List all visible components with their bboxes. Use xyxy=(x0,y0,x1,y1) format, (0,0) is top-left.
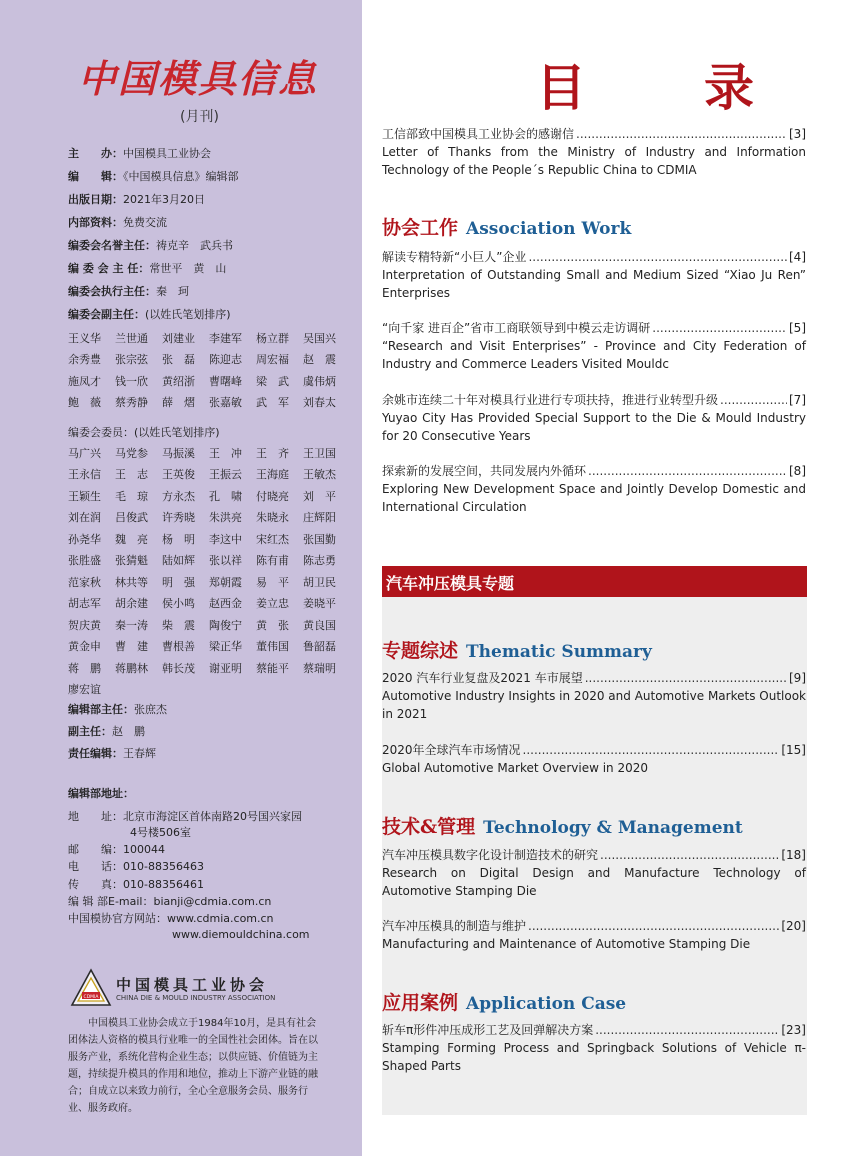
address-value: bianji@cdmia.com.cn xyxy=(153,895,272,908)
person-name: 蔡瑞明 xyxy=(303,661,336,675)
info-line xyxy=(68,723,145,739)
person-name: 马广兴 xyxy=(68,446,101,460)
toc-entry-en: Manufacturing and Maintenance of Automotive Stamping Die xyxy=(382,937,751,951)
toc-page-number: [5] xyxy=(789,321,806,335)
person-name: 孔 啸 xyxy=(209,489,242,503)
person-name: 梁 武 xyxy=(256,374,289,388)
leader-dots xyxy=(528,917,779,935)
leader-dots xyxy=(585,669,787,687)
person-name: 黄良国 xyxy=(303,618,336,632)
address-line xyxy=(68,808,302,824)
name-row xyxy=(68,370,350,392)
name-row xyxy=(68,679,350,701)
person-name: 侯小鸣 xyxy=(162,597,195,611)
info-value: 常世平 黄 山 xyxy=(149,262,227,275)
person-name: 董伟国 xyxy=(256,640,289,654)
person-name: 王 齐 xyxy=(256,446,289,460)
info-line xyxy=(68,283,189,299)
section-heading-application xyxy=(382,988,626,1015)
person-name: 柴 震 xyxy=(162,618,195,632)
leader-dots xyxy=(576,125,787,143)
toc-entry-en: Research on Digital Design and Manufacture Technology of Automotive Stamping Die xyxy=(382,866,806,898)
name-row xyxy=(68,571,350,593)
person-name: 韩长茂 xyxy=(162,661,195,675)
toc-page-number: [7] xyxy=(789,393,806,407)
toc-title: 目 录 xyxy=(536,58,788,117)
address-value: 100044 xyxy=(123,843,165,856)
address-line xyxy=(68,893,271,909)
info-line xyxy=(68,306,231,322)
toc-entry[interactable] xyxy=(382,125,806,179)
person-name: 鲍 薇 xyxy=(68,396,101,410)
name-row xyxy=(68,636,350,658)
toc-page-number: [4] xyxy=(789,250,806,264)
toc-entry-cn: 汽车冲压模具数字化设计制造技术的研究 xyxy=(382,848,599,862)
person-name: 胡志军 xyxy=(68,597,101,611)
info-label: 责任编辑： xyxy=(68,747,123,760)
address-value: 010-88356463 xyxy=(123,860,204,873)
address-value: 北京市海淀区首体南路20号国兴家园 xyxy=(123,810,302,823)
person-name: 廖宏谊 xyxy=(68,683,101,697)
toc-entry[interactable] xyxy=(382,319,806,373)
info-line xyxy=(68,260,226,276)
name-row xyxy=(68,464,350,486)
toc-entry[interactable] xyxy=(382,669,806,723)
section-title-cn: 应用案例 xyxy=(382,992,459,1014)
person-name: 虞伟炳 xyxy=(303,374,336,388)
masthead-subtitle: (月刊) xyxy=(180,109,219,125)
person-name: 谢亚明 xyxy=(209,661,242,675)
address-line xyxy=(68,876,204,892)
person-name: 曹曙峰 xyxy=(209,374,242,388)
person-name: 王 冲 xyxy=(209,446,242,460)
person-name: 李这中 xyxy=(209,532,242,546)
person-name: 曹根善 xyxy=(162,640,195,654)
toc-entry-en: Global Automotive Market Overview in 2020 xyxy=(382,761,648,775)
section-title-en: Association Work xyxy=(466,219,632,239)
person-name: 陈迎志 xyxy=(209,353,242,367)
name-row xyxy=(68,550,350,572)
person-name: 周宏福 xyxy=(256,353,289,367)
section-heading-association xyxy=(382,213,631,240)
person-name: 王海庭 xyxy=(256,468,289,482)
section-title-cn: 专题综述 xyxy=(382,640,459,662)
toc-entry[interactable] xyxy=(382,1021,806,1075)
association-description: 中国模具工业协会成立于1984年10月，是具有社会团体法人资格的模具行业唯一的全国性社会团体。旨在以服务产业，系统化营构企业生态；以供应链、价值链为主题，持续提升模具的作用和地位，推动上下游产业链的融合；自成立以来致力前行，全心全意服务会员、服务行业、服务政府。 xyxy=(68,1018,318,1114)
person-name: 蔡能平 xyxy=(256,661,289,675)
name-row xyxy=(68,349,350,371)
leader-dots xyxy=(600,846,779,864)
masthead-logo: 中国模具信息 xyxy=(78,56,319,101)
address-label: 传 真： xyxy=(68,878,123,891)
toc-entry[interactable] xyxy=(382,462,806,516)
person-name: 陈有甫 xyxy=(256,554,289,568)
name-row xyxy=(68,528,350,550)
toc-entry-cn: 解读专精特新“小巨人”企业 xyxy=(382,250,527,264)
logo-text: CDMIA xyxy=(83,995,99,1000)
toc-entry[interactable] xyxy=(382,917,806,953)
toc-entry-cn: 探索新的发展空间，共同发展内外循环 xyxy=(382,464,587,478)
section-heading-technology xyxy=(382,812,743,839)
person-name: 孙尧华 xyxy=(68,532,101,546)
person-name: 梁正华 xyxy=(209,640,242,654)
info-value: 张庶杰 xyxy=(134,703,167,716)
person-name: 姜晓平 xyxy=(303,597,336,611)
person-name: 张胜盛 xyxy=(68,554,101,568)
toc-page-number: [8] xyxy=(789,464,806,478)
toc-entry-cn: 斩车π形件冲压成形工艺及回弹解决方案 xyxy=(382,1023,594,1037)
info-line xyxy=(68,701,167,717)
leader-dots xyxy=(595,1021,779,1039)
address-line xyxy=(68,841,165,857)
person-name: 许秀晓 xyxy=(162,511,195,525)
association-name-en: CHINA DIE & MOULD INDUSTRY ASSOCIATION xyxy=(116,994,276,1002)
section-title-en: Application Case xyxy=(466,994,627,1014)
person-name: 马振溪 xyxy=(162,446,195,460)
toc-entry-en: Yuyao City Has Provided Special Support to the Die & Mould Industry for 20 Consecutive Years xyxy=(382,411,806,443)
person-name: 范家秋 xyxy=(68,575,101,589)
address-label: 中国模协官方网站： xyxy=(68,912,167,925)
person-name: 刘春太 xyxy=(303,396,336,410)
info-line xyxy=(68,745,156,761)
address-label: 编 辑 部E-mail： xyxy=(68,895,154,908)
person-name: 贺庆黄 xyxy=(68,618,101,632)
address-line xyxy=(68,858,204,874)
info-value: 中国模具工业协会 xyxy=(123,147,211,160)
person-name: 姜立忠 xyxy=(256,597,289,611)
toc-entry-en: Automotive Industry Insights in 2020 and Automotive Markets Outlook in 2021 xyxy=(382,689,806,721)
person-name: 王英俊 xyxy=(162,468,195,482)
toc-page-number: [15] xyxy=(781,743,806,757)
name-row xyxy=(68,392,350,414)
info-value: 赵 鹏 xyxy=(112,725,145,738)
toc-entry[interactable] xyxy=(382,391,806,445)
toc-page-number: [9] xyxy=(789,671,806,685)
leader-dots xyxy=(720,391,787,409)
info-line xyxy=(68,191,205,207)
toc-entry[interactable] xyxy=(382,846,806,900)
name-row xyxy=(68,485,350,507)
person-name: 朱晓永 xyxy=(256,511,289,525)
person-name: 刘在润 xyxy=(68,511,101,525)
info-line xyxy=(68,214,167,230)
name-row xyxy=(68,614,350,636)
info-value: 祷克辛 武兵书 xyxy=(156,239,233,252)
person-name: 吴国兴 xyxy=(303,331,336,345)
address-label: 邮 编： xyxy=(68,843,123,856)
person-name: 杨立群 xyxy=(256,331,289,345)
info-label: 编 委 会 主 任： xyxy=(68,262,150,275)
person-name: 王卫国 xyxy=(303,446,336,460)
toc-entry-cn: 汽车冲压模具的制造与维护 xyxy=(382,919,527,933)
section-title-cn: 协会工作 xyxy=(382,217,459,239)
address-value: 010-88356461 xyxy=(123,878,204,891)
info-value: 秦 珂 xyxy=(156,285,189,298)
person-name: 黄金申 xyxy=(68,640,101,654)
info-value: (以姓氏笔划排序) xyxy=(145,308,231,321)
leader-dots xyxy=(652,319,787,337)
person-name: 胡余建 xyxy=(115,597,148,611)
address-value: www.cdmia.com.cn xyxy=(167,912,274,925)
person-name: 郑朝霞 xyxy=(209,575,242,589)
info-label: 副主任： xyxy=(68,725,112,738)
person-name: 赵西金 xyxy=(209,597,242,611)
name-row xyxy=(68,657,350,679)
section-title-en: Thematic Summary xyxy=(466,642,652,662)
name-row xyxy=(68,442,350,464)
info-value: 《中国模具信息》编辑部 xyxy=(123,170,239,183)
toc-entry-cn: 工信部致中国模具工业协会的感谢信 xyxy=(382,127,575,141)
person-name: 陶俊宁 xyxy=(209,618,242,632)
toc-page-number: [3] xyxy=(789,127,806,141)
masthead-panel xyxy=(0,0,362,1156)
address-value: www.diemouldchina.com xyxy=(172,928,310,941)
person-name: 秦一涛 xyxy=(115,618,148,632)
toc-entry-en: Exploring New Development Space and Jointly Develop Domestic and International Circulation xyxy=(382,482,806,514)
person-name: 张以祥 xyxy=(209,554,242,568)
address-label: 电 话： xyxy=(68,860,123,873)
toc-page-number: [20] xyxy=(781,919,806,933)
info-line xyxy=(68,145,211,161)
person-name: 李建军 xyxy=(209,331,242,345)
toc-entry[interactable] xyxy=(382,248,806,302)
person-name: 方永杰 xyxy=(162,489,195,503)
person-name: 毛 琼 xyxy=(115,489,148,503)
name-row xyxy=(68,327,350,349)
address-label: 地 址： xyxy=(68,810,123,823)
person-name: 曹 建 xyxy=(115,640,148,654)
info-line xyxy=(68,168,239,184)
address-heading: 编辑部地址： xyxy=(68,787,134,800)
address-line xyxy=(130,824,191,840)
person-name: 张国勤 xyxy=(303,532,336,546)
leader-dots xyxy=(523,741,780,759)
person-name: 刘 平 xyxy=(303,489,336,503)
person-name: 余秀豊 xyxy=(68,353,101,367)
person-name: 黄 张 xyxy=(256,618,289,632)
address-line xyxy=(68,910,274,926)
address-line xyxy=(172,928,310,941)
toc-entry-cn: “向千家 进百企”省市工商联领导到中模云走访调研 xyxy=(382,321,651,335)
person-name: 兰世通 xyxy=(115,331,148,345)
info-value: 王春辉 xyxy=(123,747,156,760)
person-name: 陆如辉 xyxy=(162,554,195,568)
toc-entry-en: Interpretation of Outstanding Small and Medium Sized “Xiao Ju Ren” Enterprises xyxy=(382,268,806,300)
info-label: 编委会执行主任： xyxy=(68,285,156,298)
address-value: 4号楼506室 xyxy=(130,826,191,839)
person-name: 赵 震 xyxy=(303,353,336,367)
person-name: 宋红杰 xyxy=(256,532,289,546)
person-name: 王振云 xyxy=(209,468,242,482)
person-name: 张 磊 xyxy=(162,353,195,367)
toc-entry[interactable] xyxy=(382,741,806,777)
person-name: 黄绍浙 xyxy=(162,374,195,388)
person-name: 魏 亮 xyxy=(115,532,148,546)
person-name: 施凤才 xyxy=(68,374,101,388)
person-name: 王敏杰 xyxy=(303,468,336,482)
person-name: 付晓亮 xyxy=(256,489,289,503)
person-name: 朱洪亮 xyxy=(209,511,242,525)
section-title-en: Technology & Management xyxy=(483,818,743,838)
person-name: 张宗弦 xyxy=(115,353,148,367)
person-name: 武 军 xyxy=(256,396,289,410)
person-name: 庄辉阳 xyxy=(303,511,336,525)
members-heading: 编委会委员：(以姓氏笔划排序) xyxy=(68,426,220,439)
person-name: 王义华 xyxy=(68,331,101,345)
leader-dots xyxy=(588,462,787,480)
person-name: 王永信 xyxy=(68,468,101,482)
association-name: 中国模具工业协会 xyxy=(116,976,269,994)
person-name: 胡卫民 xyxy=(303,575,336,589)
person-name: 林共等 xyxy=(115,575,148,589)
info-label: 编委会副主任： xyxy=(68,308,145,321)
section-heading-thematic xyxy=(382,636,652,663)
toc-entry-cn: 余姚市连续二十年对模具行业进行专项扶持，推进行业转型升级 xyxy=(382,393,719,407)
person-name: 刘建业 xyxy=(162,331,195,345)
toc-entry-cn: 2020年全球汽车市场情况 xyxy=(382,743,521,757)
person-name: 钱一欣 xyxy=(115,374,148,388)
vice-directors-grid xyxy=(68,327,350,413)
info-label: 主 办： xyxy=(68,147,123,160)
person-name: 杨 明 xyxy=(162,532,195,546)
info-line xyxy=(68,237,233,253)
leader-dots xyxy=(528,248,787,266)
person-name: 吕俊武 xyxy=(115,511,148,525)
info-label: 内部资料： xyxy=(68,216,123,229)
person-name: 蔡秀静 xyxy=(115,396,148,410)
person-name: 张猜魁 xyxy=(115,554,148,568)
person-name: 薛 熠 xyxy=(162,396,195,410)
person-name: 蒋鹏林 xyxy=(115,661,148,675)
members-grid xyxy=(68,442,350,700)
person-name: 明 强 xyxy=(162,575,195,589)
toc-page-number: [23] xyxy=(781,1023,806,1037)
toc-entry-en: “Research and Visit Enterprises” - Province and City Federation of Industry and Commerce Leaders Visited Mouldc xyxy=(382,339,806,371)
toc-page-number: [18] xyxy=(781,848,806,862)
association-logo-icon xyxy=(70,968,112,1008)
section-title-cn: 技术&管理 xyxy=(382,816,476,838)
person-name: 陈志勇 xyxy=(303,554,336,568)
info-label: 编委会名誉主任： xyxy=(68,239,156,252)
topic-banner: 汽车冲压模具专题 xyxy=(382,566,807,597)
name-row xyxy=(68,507,350,529)
person-name: 王 志 xyxy=(115,468,148,482)
name-row xyxy=(68,593,350,615)
toc-entry-en: Letter of Thanks from the Ministry of Industry and Information Technology of the People´s Republic China to CDMIA xyxy=(382,145,806,177)
person-name: 鲁韶磊 xyxy=(303,640,336,654)
person-name: 王颖生 xyxy=(68,489,101,503)
toc-entry-cn: 2020 汽车行业复盘及2021 车市展望 xyxy=(382,671,583,685)
person-name: 马党参 xyxy=(115,446,148,460)
person-name: 蒋 鹏 xyxy=(68,661,101,675)
person-name: 张嘉敏 xyxy=(209,396,242,410)
info-label: 编辑部主任： xyxy=(68,703,134,716)
info-label: 出版日期： xyxy=(68,193,123,206)
info-value: 2021年3月20日 xyxy=(123,193,205,206)
toc-entry-en: Stamping Forming Process and Springback Solutions of Vehicle π-Shaped Parts xyxy=(382,1041,806,1073)
info-label: 编 辑： xyxy=(68,170,123,183)
info-value: 免费交流 xyxy=(123,216,167,229)
person-name: 易 平 xyxy=(256,575,289,589)
